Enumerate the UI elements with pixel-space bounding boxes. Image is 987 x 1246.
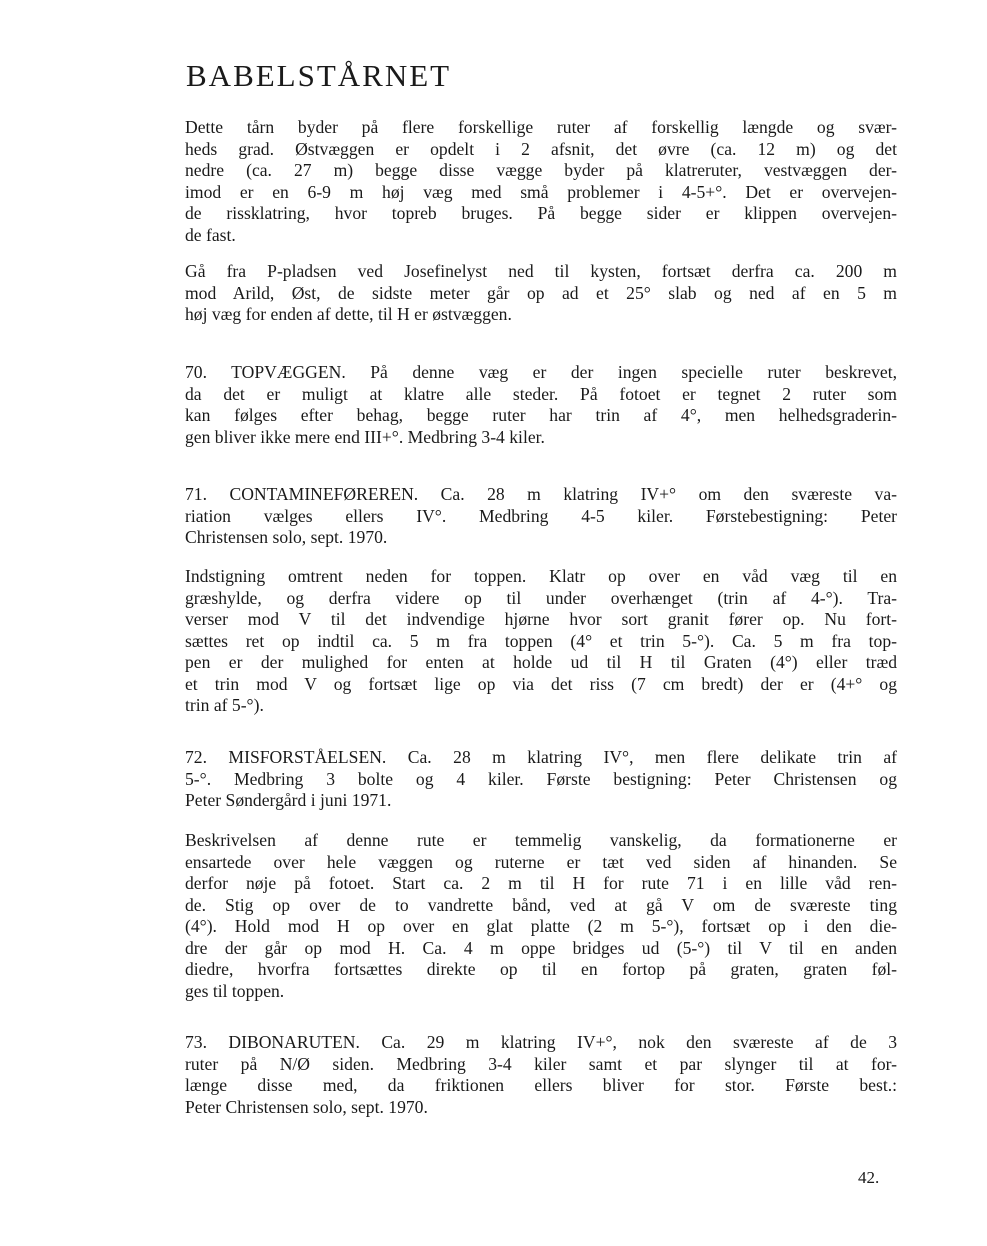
- text-line: længe disse med, da friktionen ellers bliver for stor. Første best.:: [185, 1075, 897, 1095]
- text-line: 5-°. Medbring 3 bolte og 4 kiler. Første bestigning: Peter Christensen og: [185, 768, 897, 789]
- text-line: ges til toppen.: [185, 980, 285, 1001]
- text-line: da det er muligt at klatre alle steder. På fotoet er tegnet 2 ruter som: [185, 383, 897, 404]
- intro-paragraph: [185, 117, 897, 246]
- text-line: Dette tårn byder på flere forskellige ruter af forskellig længde og svær-: [185, 117, 897, 137]
- text-line: et trin mod V og fortsæt lige op via det riss (7 cm bredt) der er (4+° og: [185, 673, 897, 694]
- text-line: 72. MISFORSTÅELSEN. Ca. 28 m klatring IV°, men flere delikate trin af: [185, 747, 897, 767]
- page-title: BABELSTÅRNET: [186, 58, 452, 93]
- text-line: pen er der mulighed for enten at holde ud til H til Graten (4°) eller træd: [185, 652, 897, 672]
- route-73-paragraph: [185, 1032, 897, 1118]
- text-line: kan følges efter behag, begge ruter har trin af 4°, men helhedsgraderin-: [185, 405, 897, 425]
- text-line: Gå fra P-pladsen ved Josefinelyst ned til kysten, fortsæt derfra ca. 200 m: [185, 261, 897, 281]
- route-71-description: [185, 566, 897, 717]
- route-72-paragraph: [185, 747, 897, 812]
- text-line: Indstigning omtrent neden for toppen. Klatr op over en våd væg til en: [185, 566, 897, 586]
- text-line: græshylde, og derfra videre op til under overhænget (trin af 4-°). Tra-: [185, 587, 897, 608]
- text-line: heds grad. Østvæggen er opdelt i 2 afsnit, det øvre (ca. 12 m) og det: [185, 138, 897, 159]
- text-line: høj væg for enden af dette, til H er østvæggen.: [185, 304, 512, 324]
- text-line: ruter på N/Ø siden. Medbring 3-4 kiler samt et par slynger til at for-: [185, 1053, 897, 1074]
- text-line: de. Stig op over de to vandrette bånd, ved at gå V om de sværeste ting: [185, 894, 897, 915]
- text-line: nedre (ca. 27 m) begge disse vægge byder på klatreruter, vestvæggen der-: [185, 160, 897, 180]
- text-line: sættes ret op indtil ca. 5 m fra toppen (4° et trin 5-°). Ca. 5 m fra top-: [185, 630, 897, 651]
- text-line: trin af 5-°).: [185, 695, 264, 715]
- text-line: mod Arild, Øst, de sidste meter går op ad et 25° slab og ned af en 5 m: [185, 282, 897, 303]
- text-line: riation vælges ellers IV°. Medbring 4-5 kiler. Førstebestigning: Peter: [185, 505, 897, 526]
- route-72-description: [185, 830, 897, 1002]
- text-line: verser mod V til det indvendige hjørne hvor sort granit fører op. Nu fort-: [185, 609, 897, 629]
- route-71-paragraph: [185, 484, 897, 549]
- route-70-paragraph: [185, 362, 897, 448]
- text-line: Peter Søndergård i juni 1971.: [185, 790, 392, 810]
- text-line: 71. CONTAMINEFØREREN. Ca. 28 m klatring IV+° om den sværeste va-: [185, 484, 897, 504]
- text-line: (4°). Hold mod H op over en glat platte (2 m 5-°), fortsæt op i den die-: [185, 916, 897, 936]
- text-line: Christensen solo, sept. 1970.: [185, 527, 388, 547]
- text-line: de fast.: [185, 224, 236, 245]
- text-line: gen bliver ikke mere end III+°. Medbring 3-4 kiler.: [185, 426, 545, 447]
- text-line: imod er en 6-9 m høj væg med små problemer i 4-5+°. Det er overvejen-: [185, 181, 897, 202]
- text-line: diedre, hvorfra fortsættes direkte op til en fortop på graten, graten føl-: [185, 959, 897, 979]
- text-line: 70. TOPVÆGGEN. På denne væg er der ingen specielle ruter beskrevet,: [185, 362, 897, 382]
- page-number: 42.: [858, 1168, 880, 1187]
- text-line: derfor nøje på fotoet. Start ca. 2 m til H for rute 71 i en lille våd ren-: [185, 873, 897, 893]
- text-line: Beskrivelsen af denne rute er temmelig vanskelig, da formationerne er: [185, 830, 897, 850]
- text-line: 73. DIBONARUTEN. Ca. 29 m klatring IV+°, nok den sværeste af de 3: [185, 1032, 897, 1052]
- text-line: de rissklatring, hvor topreb bruges. På begge sider er klippen overvejen-: [185, 203, 897, 223]
- approach-paragraph: [185, 261, 897, 326]
- text-line: Peter Christensen solo, sept. 1970.: [185, 1096, 428, 1117]
- text-line: ensartede over hele væggen og ruterne er tæt ved siden af hinanden. Se: [185, 851, 897, 872]
- text-line: dre der går op mod H. Ca. 4 m oppe bridges ud (5-°) til V til en anden: [185, 937, 897, 958]
